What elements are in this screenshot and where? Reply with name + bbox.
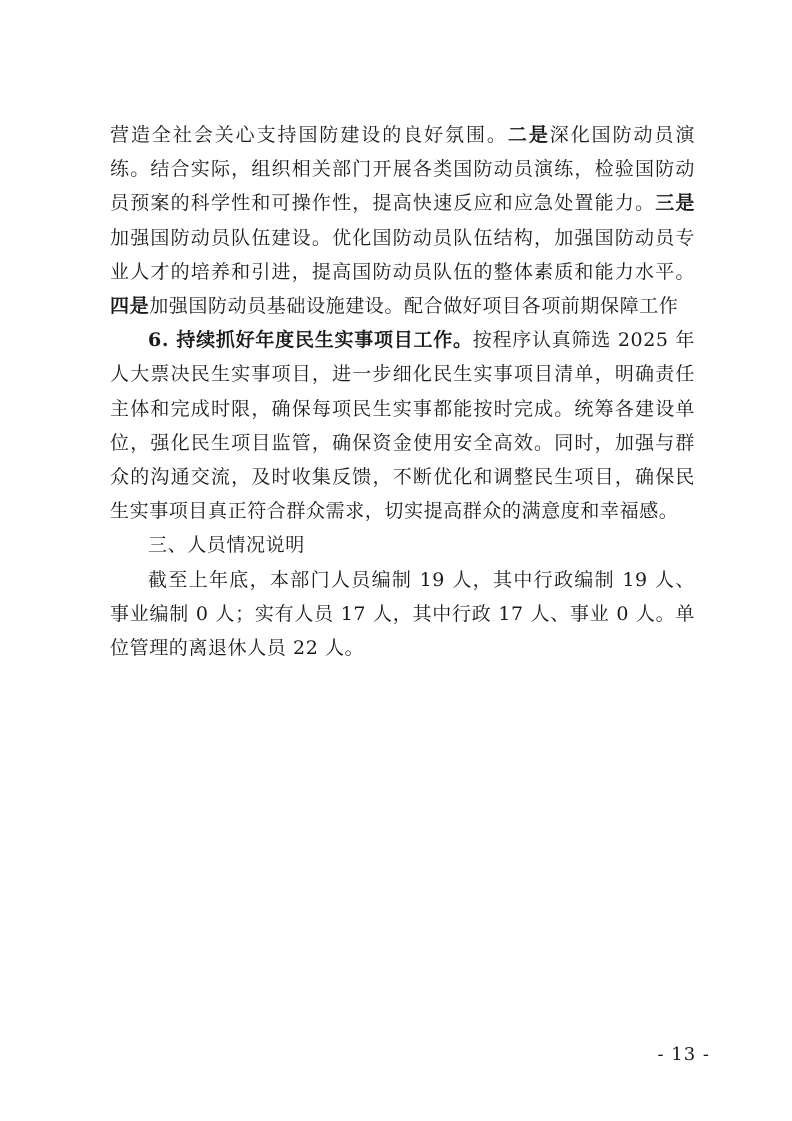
para1-bold-4: 四是 <box>110 295 150 318</box>
section-heading-personnel: 三、人员情况说明 <box>148 534 305 557</box>
para1-text-3: 加强国防动员队伍建设。优化国防动员队伍结构，加强国防动员专业人才的培养和引进，提高国防动员队伍的整体素质和能力水平。 <box>110 226 695 283</box>
para1-text-1: 营造全社会关心支持国防建设的良好氛围。 <box>110 124 508 146</box>
paragraph-livelihood-projects <box>110 323 695 528</box>
para2-bold-heading: 6. 持续抓好年度民生实事项目工作。 <box>148 329 473 352</box>
page-number: - 13 - <box>657 1044 710 1065</box>
paragraph-defense-mobilization <box>110 118 695 323</box>
paragraph-personnel: 截至上年底，本部门人员编制 19 人，其中行政编制 19 人、事业编制 0 人；实有人员 17 人，其中行政 17 人、事业 0 人。单位管理的离退休人员 22 人。 <box>110 568 695 660</box>
para1-bold-2: 二是 <box>507 124 550 146</box>
para1-bold-3: 三是 <box>655 192 695 215</box>
para1-text-2: 深化国防动员演练。结合实际，组织相关部门开展各类国防动员演练，检验国防动员预案的科学性和可操作性，提高快速反应和应急处置能力。 <box>110 124 696 215</box>
para2-text: 按程序认真筛选 2025 年人大票决民生实事项目，进一步细化民生实事项目清单，明确责任主体和完成时限，确保每项民生实事都能按时完成。统筹各建设单位，强化民生项目监管，确保资金使用安全高效。同时，加强与群众的沟通交流，及时收集反馈，不断优化和调整民生项目，确保民生实事项目真正符合群众需求，切实提高群众的满意度和幸福感。 <box>110 329 695 523</box>
para1-text-4: 加强国防动员基础设施建设。配合做好项目各项前期保障工作 <box>149 295 679 318</box>
document-body <box>110 118 695 665</box>
